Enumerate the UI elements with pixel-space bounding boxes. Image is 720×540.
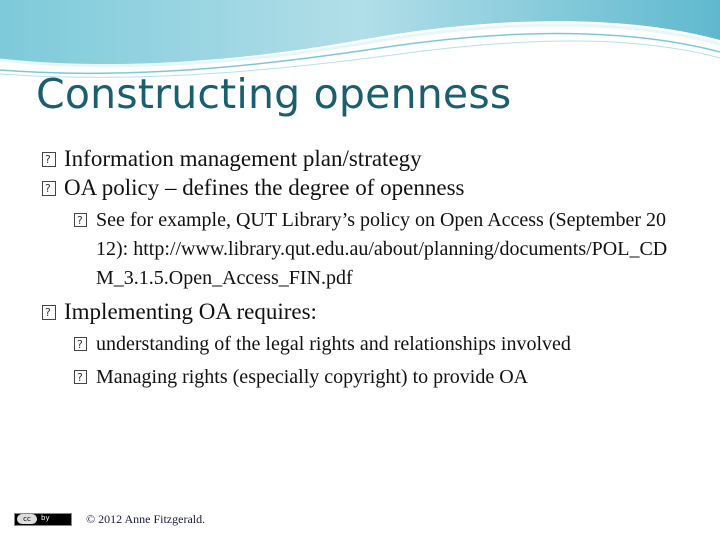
- sub-bullet-item: [42, 206, 680, 293]
- cc-logo: cc: [17, 514, 37, 524]
- sub-bullet-text: See for example, QUT Library’s policy on Open Access (September 2012): http://www.library.qut.edu.au/about/planning/documents/POL_CDM_3.1.5.Open_Access_FIN.pdf: [96, 209, 668, 289]
- bullet-item: [42, 173, 680, 202]
- missing-glyph-bullet-icon: [42, 152, 56, 167]
- bullet-list: [42, 144, 680, 392]
- missing-glyph-bullet-icon: [74, 337, 87, 351]
- sub-bullet-item: [42, 363, 680, 392]
- missing-glyph-bullet-icon: [42, 305, 56, 320]
- bullet-text: OA policy – defines the degree of openness: [64, 175, 465, 200]
- bullet-item: [42, 297, 680, 326]
- bullet-text: Implementing OA requires:: [64, 299, 317, 324]
- sub-bullet-item: [42, 330, 680, 359]
- missing-glyph-bullet-icon: [42, 181, 56, 196]
- by-logo: by: [41, 514, 50, 522]
- slide-title: Constructing openness: [36, 70, 512, 118]
- missing-glyph-bullet-icon: [74, 370, 87, 384]
- creative-commons-by-icon[interactable]: [14, 513, 72, 526]
- bullet-item: [42, 144, 680, 173]
- sub-bullet-text: Managing rights (especially copyright) to provide OA: [96, 366, 529, 388]
- copyright-notice: © 2012 Anne Fitzgerald.: [86, 512, 206, 526]
- bullet-text: Information management plan/strategy: [64, 146, 422, 171]
- missing-glyph-bullet-icon: [74, 213, 87, 227]
- license-footer: [14, 511, 72, 527]
- sub-bullet-text: understanding of the legal rights and relationships involved: [96, 333, 571, 355]
